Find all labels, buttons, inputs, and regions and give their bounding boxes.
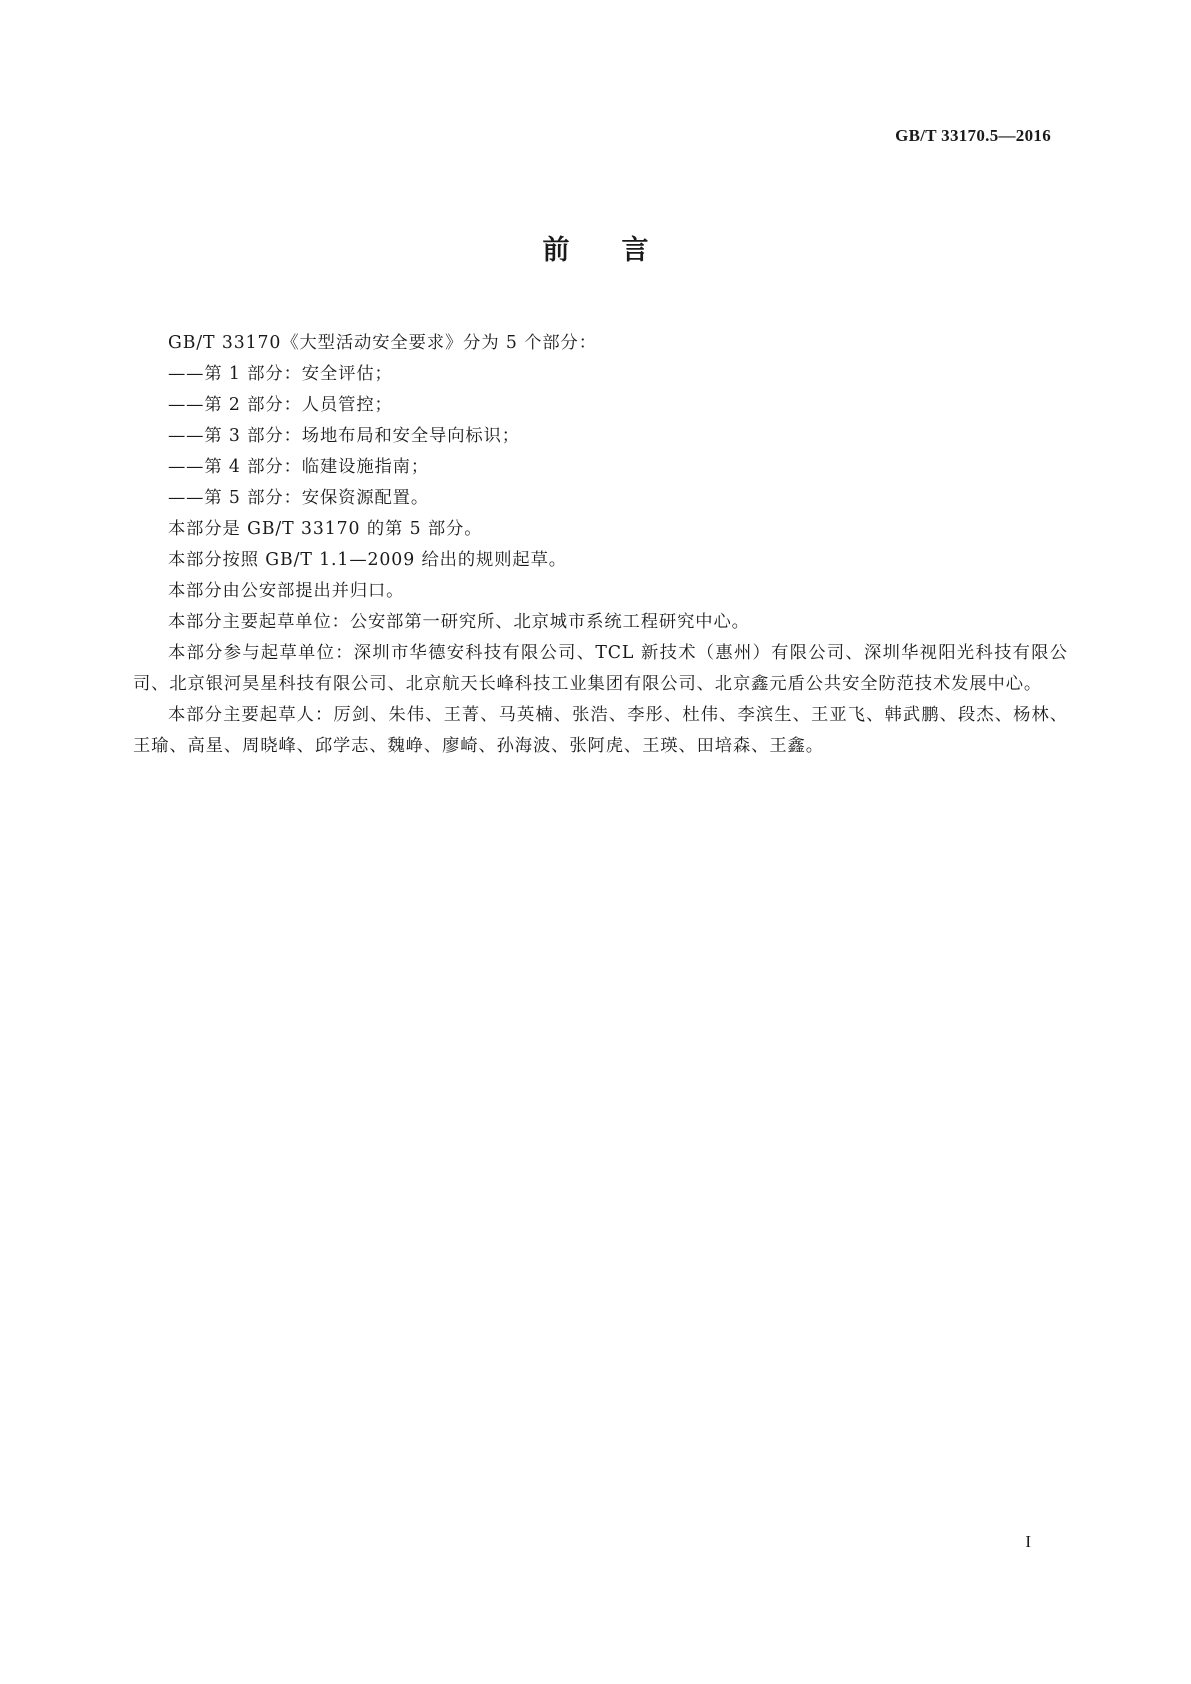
paragraph-drafting-rules: 本部分按照 GB/T 1.1—2009 给出的规则起草。 xyxy=(168,550,567,570)
list-item-part-5: ——第 5 部分：安保资源配置。 xyxy=(168,488,430,508)
list-item-part-1: ——第 1 部分：安全评估； xyxy=(168,364,393,384)
foreword-body xyxy=(133,328,1068,762)
paragraph-part-statement: 本部分是 GB/T 33170 的第 5 部分。 xyxy=(168,519,483,539)
list-item-part-3: ——第 3 部分：场地布局和安全导向标识； xyxy=(168,426,520,446)
paragraph-main-drafters: 本部分主要起草人：厉剑、朱伟、王菁、马英楠、张浩、李彤、杜伟、李滨生、王亚飞、韩武鹏、段杰、杨林、王瑜、高星、周晓峰、邱学志、魏峥、廖崎、孙海波、张阿虎、王瑛、田培森、王鑫。 xyxy=(133,705,1068,756)
paragraph-main-drafting-units: 本部分主要起草单位：公安部第一研究所、北京城市系统工程研究中心。 xyxy=(168,612,750,632)
paragraph-proposer: 本部分由公安部提出并归口。 xyxy=(168,581,405,601)
paragraph-intro: GB/T 33170《大型活动安全要求》分为 5 个部分： xyxy=(168,333,597,353)
paragraph-participating-units: 本部分参与起草单位：深圳市华德安科技有限公司、TCL 新技术（惠州）有限公司、深圳华视阳光科技有限公司、北京银河昊星科技有限公司、北京航天长峰科技工业集团有限公司、北京鑫元盾公共安全防范技术发展中心。 xyxy=(133,643,1068,694)
list-item-part-4: ——第 4 部分：临建设施指南； xyxy=(168,457,430,477)
standard-code: GB/T 33170.5—2016 xyxy=(895,126,1051,145)
page-number: I xyxy=(1025,1532,1031,1551)
list-item-part-2: ——第 2 部分：人员管控； xyxy=(168,395,393,415)
page-title: 前言 xyxy=(542,235,701,266)
